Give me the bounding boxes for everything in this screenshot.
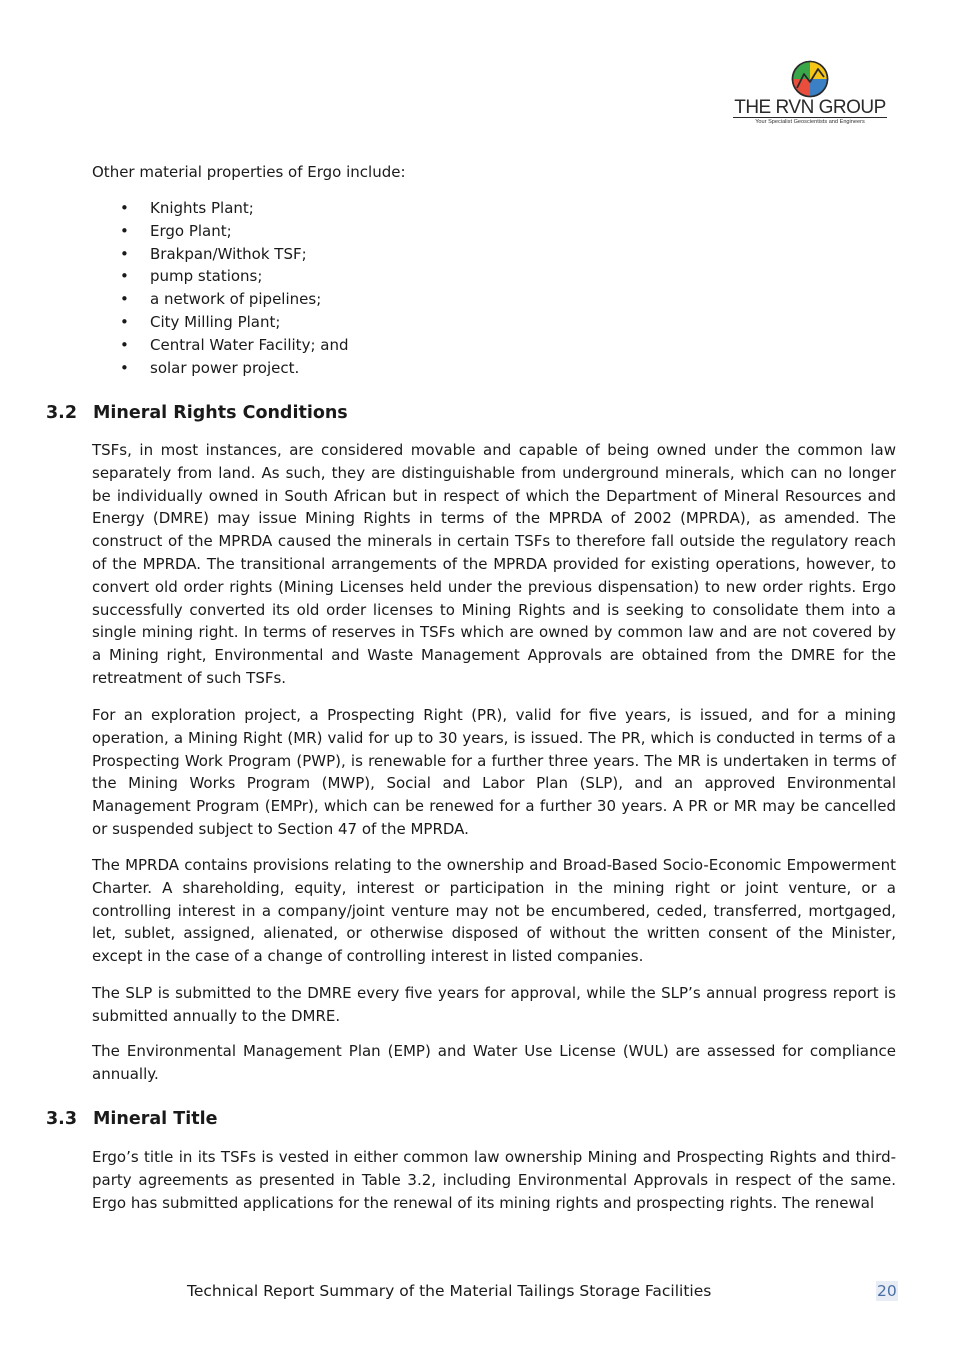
rvn-logo-icon (791, 60, 829, 98)
list-item: • Central Water Facility; and (92, 334, 349, 357)
section-number: 3.2 (46, 403, 78, 423)
footer-title: Technical Report Summary of the Material Tailings Storage Facilities (187, 1282, 712, 1300)
list-item: • Knights Plant; (92, 197, 349, 220)
list-item: • a network of pipelines; (92, 288, 349, 311)
logo-tagline: Your Specialist Geoscientists and Engineers (755, 119, 865, 125)
paragraph: For an exploration project, a Prospecting Right (PR), valid for five years, is issued, and for a mining operation, a Mining Right (MR) valid for up to 30 years, is issued. The PR, which is conducted in terms of a Prospecting Work Program (PWP), is renewable for a further three years. The MR is undertaken in terms of the Mining Works Program (MWP), Social and Labor Plan (SLP), and an approved Environmental Management Program (EMPr), which can be renewed for a further 30 years. A PR or MR may be cancelled or suspended subject to Section 47 of the MPRDA. (92, 706, 896, 838)
company-logo (730, 60, 890, 130)
list-item: • solar power project. (92, 357, 349, 380)
paragraph: The Environmental Management Plan (EMP) and Water Use License (WUL) are assessed for compliance annually. (92, 1042, 896, 1083)
section-title: Mineral Title (93, 1109, 218, 1129)
page-number: 20 (877, 1282, 897, 1300)
intro-text: Other material properties of Ergo include: (92, 163, 406, 181)
paragraph: The MPRDA contains provisions relating to the ownership and Broad-Based Socio-Economic Empowerment Charter. A shareholding, equity, interest or participation in the mining right or joint venture, or a controlling interest in a company/joint venture may not be encumbered, ceded, transferred, mortgaged, let, sublet, assigned, alienated, or otherwise disposed of without the written consent of the Minister, except in the case of a change of controlling interest in listed companies. (92, 856, 896, 966)
list-item: • pump stations; (92, 265, 349, 288)
paragraph: Ergo’s title in its TSFs is vested in either common law ownership Mining and Prospecting Rights and third-party agreements as presented in Table 3.2, including Environmental Approvals in respect of the same. Ergo has submitted applications for the renewal of its mining rights and prospecting rights. The renewal (92, 1148, 896, 1212)
paragraph: The SLP is submitted to the DMRE every five years for approval, while the SLP’s annual progress report is submitted annually to the DMRE. (92, 984, 896, 1025)
logo-name: THE RVN GROUP (734, 97, 886, 118)
paragraph: TSFs, in most instances, are considered movable and capable of being owned under the common law separately from land. As such, they are distinguishable from underground minerals, which can no longer be individually owned in South African but in respect of which the Department of Mineral Resources and Energy (DMRE) may issue Mining Rights in terms of the MPRDA of 2002 (MPRDA), as amended. The construct of the MPRDA caused the minerals in certain TSFs to therefore fall outside the regulatory reach of the MPRDA. The transitional arrangements of the MPRDA provided for existing operations, however, to convert old order rights (Mining Licenses held under the previous dispensation) to new order rights. Ergo successfully converted its old order licenses to Mining Rights and is seeking to consolidate them into a single mining right. In terms of reserves in TSFs which are owned by common law and are not covered by a Mining right, Environmental and Waste Management Approvals are obtained from the DMRE for the retreatment of such TSFs. (92, 441, 896, 687)
section-title: Mineral Rights Conditions (93, 403, 348, 423)
section-number: 3.3 (46, 1109, 78, 1129)
properties-list (92, 197, 349, 379)
list-item: • Ergo Plant; (92, 220, 349, 243)
list-item: • Brakpan/Withok TSF; (92, 243, 349, 266)
list-item: • City Milling Plant; (92, 311, 349, 334)
